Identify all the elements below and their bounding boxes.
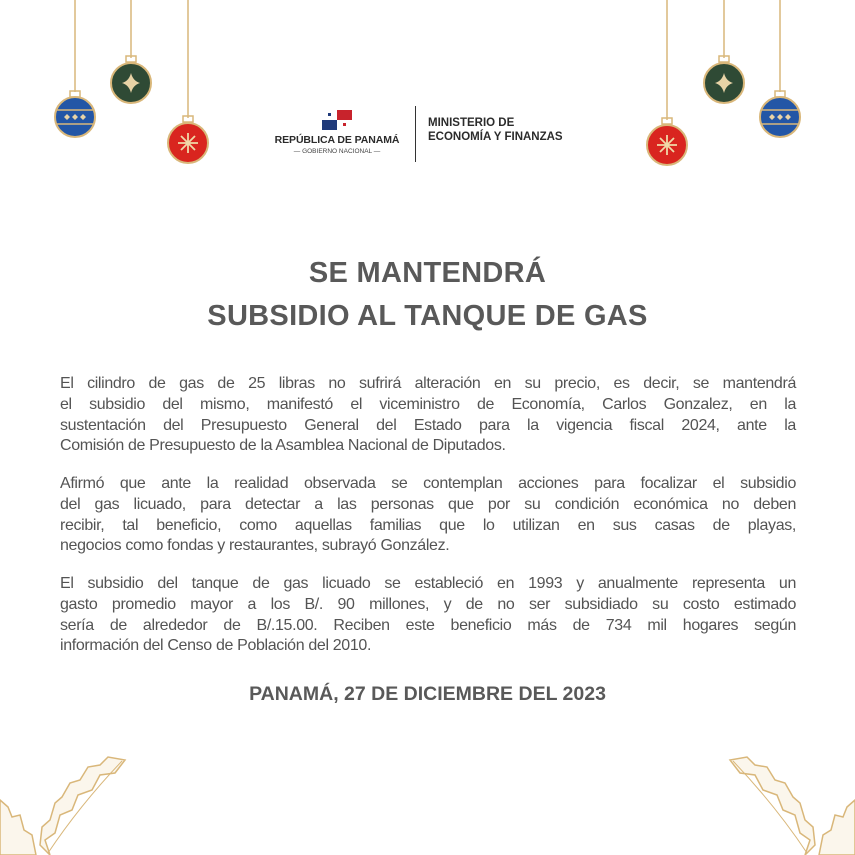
republic-name: REPÚBLICA DE PANAMÁ: [274, 134, 400, 146]
dateline: PANAMÁ, 27 DE DICIEMBRE DEL 2023: [249, 683, 606, 705]
headline-line-1: SE MANTENDRÁ: [308, 257, 547, 289]
green-ornament-icon: [111, 0, 151, 103]
text-line: Afirmó que ante la realidad observada se contemplan acciones para focalizar el subsidio: [60, 475, 796, 492]
text-line: recibir, tal beneficio, como aquellas familias que lo utilizan en sus casas de playas,: [60, 516, 796, 534]
text-line: Comisión de Presupuesto de la Asamblea Nacional de Diputados.: [60, 437, 506, 455]
christmas-ornaments-left: [0, 0, 220, 180]
republic-logo: [262, 110, 412, 155]
blue-ornament-icon: [55, 0, 95, 137]
blue-ornament-icon: [760, 0, 800, 137]
green-ornament-icon: [704, 0, 744, 103]
text-line: gasto promedio mayor a los B/. 90 millones, y de no ser subsidiado su costo estimado: [60, 595, 796, 613]
paragraph-2: [60, 474, 796, 557]
text-line: información del Censo de Población del 2010.: [60, 637, 372, 655]
holly-leaves-right-icon: [675, 755, 855, 855]
headline-line-2: SUBSIDIO AL TANQUE DE GAS: [207, 300, 648, 332]
text-line: El cilindro de gas de 25 libras no sufrirá alteración en su precio, es decir, se mantendrá: [60, 375, 796, 392]
text-line: sustentación del Presupuesto General del Estado para la vigencia fiscal 2024, ante la: [60, 416, 796, 434]
red-ornament-icon: [168, 0, 208, 163]
text-line: sería de alrededor de B/.15.00. Reciben este beneficio más de 734 mil hogares según: [60, 616, 796, 634]
logo-divider: [415, 106, 416, 162]
text-line: El subsidio del tanque de gas licuado se estableció en 1993 y anualmente representa un: [60, 575, 796, 592]
ministry-line-2: ECONOMÍA Y FINANZAS: [428, 131, 563, 143]
christmas-ornaments-right: [635, 0, 855, 180]
holly-leaves-left-icon: [0, 755, 180, 855]
panama-flag-icon: [322, 110, 352, 130]
paragraph-1: [60, 374, 796, 457]
text-line: del gas licuado, para detectar a las personas que por su condición económica no deben: [60, 495, 796, 513]
ministry-line-1: MINISTERIO DE: [428, 117, 515, 129]
government-label: — GOBIERNO NACIONAL —: [293, 148, 381, 155]
red-ornament-icon: [647, 0, 687, 165]
paragraph-3: [60, 574, 796, 657]
ministry-name: [428, 116, 563, 144]
text-line: el subsidio del mismo, manifestó el viceministro de Economía, Carlos Gonzalez, en la: [60, 395, 796, 413]
text-line: negocios como fondas y restaurantes, subrayó González.: [60, 537, 450, 555]
